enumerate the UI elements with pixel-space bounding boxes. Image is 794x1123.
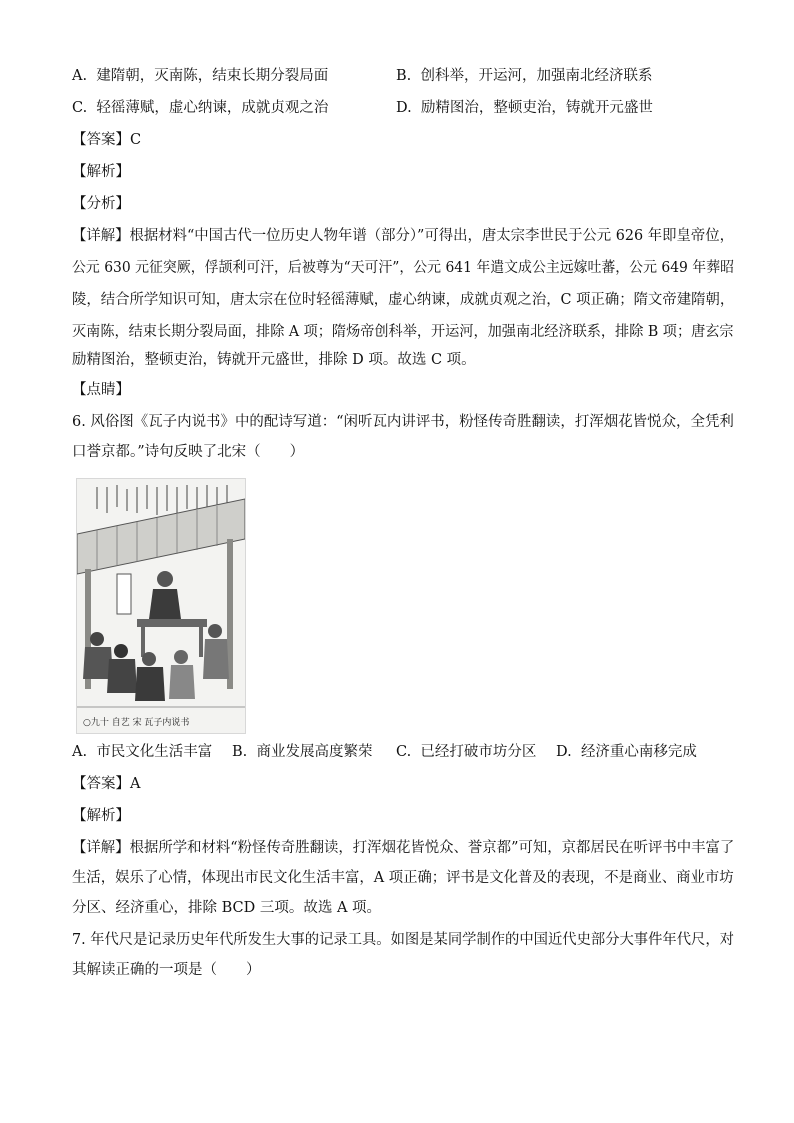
q6-stem-line: 6. 风俗图《瓦子内说书》中的配诗写道：“闲听瓦内讲评书，粉怪传奇胜翻读，打浑烟花皆悦众，全凭利 (72, 414, 734, 430)
q5-jiexi: 【解析】 (72, 164, 130, 180)
q5-answer: 【答案】C (72, 132, 142, 148)
q5-dianjing: 【点睛】 (72, 382, 130, 398)
q5-option-a: A. 建隋朝，灭南陈，结束长期分裂局面 (72, 68, 329, 84)
q6-option-c: C. 已经打破市坊分区 (396, 744, 537, 760)
q7-stem-line: 7. 年代尺是记录历史年代所发生大事的记录工具。如图是某同学制作的中国近代史部分大事件年代尺，对 (72, 932, 734, 948)
q5-option-c: C. 轻徭薄赋，虚心纳谏，成就贞观之治 (72, 100, 329, 116)
q6-answer: 【答案】A (72, 776, 141, 792)
q6-option-b: B. 商业发展高度繁荣 (232, 744, 373, 760)
q6-option-d: D. 经济重心南移完成 (556, 744, 697, 760)
storytelling-illustration (76, 478, 246, 734)
illustration-caption: ○九十 自艺 宋 瓦子内说书 (83, 718, 190, 728)
q5-option-b: B. 创科举，开运河，加强南北经济联系 (396, 68, 653, 84)
q5-detail-line: 励精图治，整顿吏治，铸就开元盛世，排除 D 项。故选 C 项。 (72, 352, 476, 368)
q5-detail-line: 【详解】根据材料“中国古代一位历史人物年谱（部分）”可得出，唐太宗李世民于公元 626 年即皇帝位， (72, 228, 734, 244)
q6-detail-line: 分区、经济重心，排除 BCD 三项。故选 A 项。 (72, 900, 382, 916)
q5-option-d: D. 励精图治，整顿吏治，铸就开元盛世 (396, 100, 653, 116)
illustration-drawing (77, 479, 245, 733)
q7-stem-line: 其解读正确的一项是（ ） (72, 962, 261, 978)
q6-stem-line: 口誉京都。”诗句反映了北宋（ ） (72, 444, 305, 460)
q5-fenxi: 【分析】 (72, 196, 130, 212)
q5-detail-line: 灭南陈，结束长期分裂局面，排除 A 项；隋炀帝创科举，开运河，加强南北经济联系，排除 B 项；唐玄宗 (72, 324, 734, 340)
q6-detail-line: 【详解】根据所学和材料“粉怪传奇胜翻读，打浑烟花皆悦众、誉京都”可知，京都居民在听评书中丰富了 (72, 840, 735, 856)
q6-option-a: A. 市民文化生活丰富 (72, 744, 213, 760)
q6-detail-line: 生活，娱乐了心情，体现出市民文化生活丰富，A 项正确；评书是文化普及的表现，不是商业、商业市坊 (72, 870, 734, 886)
q6-jiexi: 【解析】 (72, 808, 130, 824)
q5-detail-line: 陵，结合所学知识可知，唐太宗在位时轻徭薄赋，虚心纳谏，成就贞观之治，C 项正确；隋文帝建隋朝， (72, 292, 735, 308)
q5-detail-line: 公元 630 元征突厥，俘颉利可汗，后被尊为“天可汗”，公元 641 年遣文成公主远嫁吐蕃，公元 649 年葬昭 (72, 260, 734, 276)
